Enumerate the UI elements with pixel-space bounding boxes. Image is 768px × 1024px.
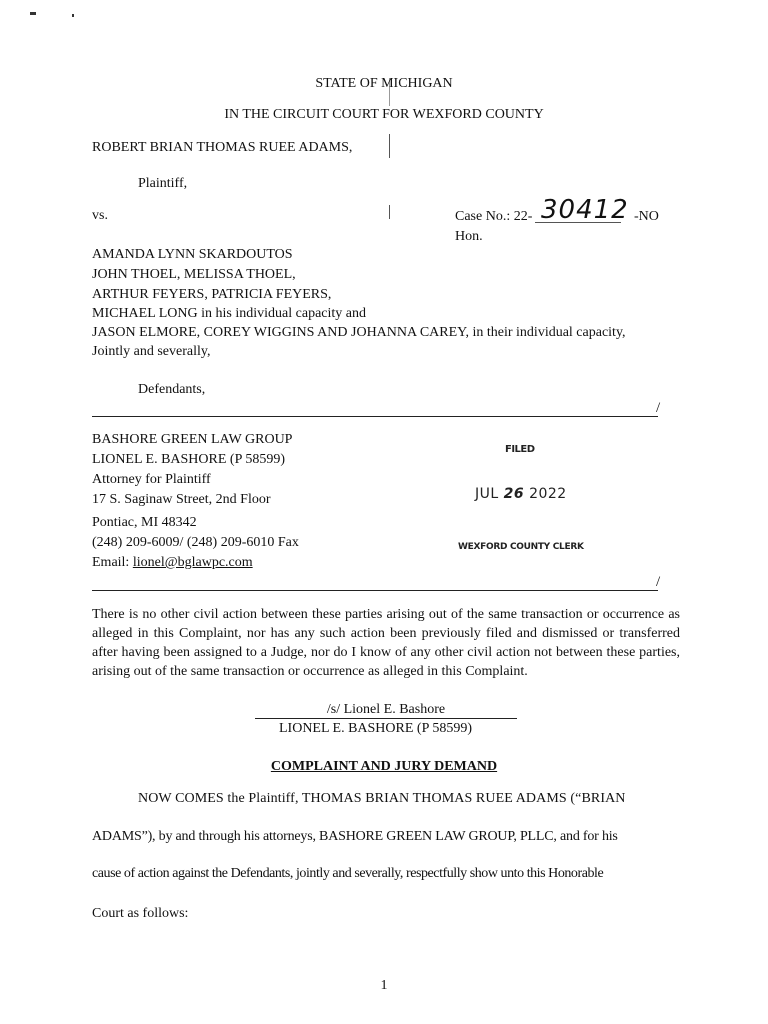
- case-number-blank: [535, 222, 621, 223]
- page-number: 1: [380, 978, 388, 993]
- scan-speck: [72, 14, 74, 17]
- case-number-label: Case No.: 22-: [455, 209, 533, 224]
- defendant-line: JASON ELMORE, COREY WIGGINS AND JOHANNA CAREY, in their individual capacity,: [92, 325, 626, 340]
- attorney-divider: [92, 590, 658, 591]
- filed-stamp-day: 26: [503, 486, 525, 502]
- certification-statement: There is no other civil action between these parties arising out of the same transaction or occurrence as alleged in this Complaint, nor has any such action been previously filed and dismissed or transferred after having been assigned to a Judge, nor do I know of any other civil action not between these parties, arising out of the same transaction or occurrence as alleged in this Complaint.: [92, 607, 680, 679]
- signer-name: LIONEL E. BASHORE (P 58599): [279, 721, 473, 736]
- body-line: cause of action against the Defendants, jointly and severally, respectfully show unto this Honorable: [92, 866, 604, 881]
- caption-divider: [92, 416, 658, 417]
- signature-text: /s/ Lionel E. Bashore: [326, 702, 446, 717]
- defendant-line: JOHN THOEL, MELISSA THOEL,: [92, 267, 296, 282]
- filed-stamp-month: JUL: [475, 486, 504, 502]
- attorney-email-label: Email:: [92, 555, 130, 570]
- body-line: NOW COMES the Plaintiff, THOMAS BRIAN THOMAS RUEE ADAMS (“BRIAN: [138, 791, 626, 806]
- defendant-line: MICHAEL LONG in his individual capacity and: [92, 306, 366, 321]
- attorney-address-line1: 17 S. Saginaw Street, 2nd Floor: [92, 492, 271, 507]
- case-number-suffix: -NO: [634, 209, 659, 224]
- signature-line: [255, 702, 517, 719]
- attorney-phone: (248) 209-6009/ (248) 209-6010 Fax: [92, 535, 299, 550]
- defendant-line: Jointly and severally,: [92, 344, 211, 359]
- attorney-address-line2: Pontiac, MI 48342: [92, 515, 197, 530]
- attorney-role: Attorney for Plaintiff: [92, 472, 211, 487]
- court-heading: IN THE CIRCUIT COURT FOR WEXFORD COUNTY: [224, 107, 544, 122]
- filed-stamp-date: [475, 486, 567, 502]
- defendant-line: AMANDA LYNN SKARDOUTOS: [92, 247, 293, 262]
- case-number-handwritten: 30412: [541, 195, 629, 225]
- attorney-email-row: [92, 555, 253, 571]
- plaintiff-name: ROBERT BRIAN THOMAS RUEE ADAMS,: [92, 140, 353, 155]
- judge-label: Hon.: [455, 229, 483, 244]
- scan-mark: [389, 205, 390, 219]
- body-line: Court as follows:: [92, 906, 189, 921]
- scan-mark: [389, 134, 390, 158]
- scan-speck: [30, 12, 36, 15]
- filed-stamp-year: 2022: [524, 486, 567, 502]
- attorney-firm: BASHORE GREEN LAW GROUP: [92, 432, 293, 447]
- filed-stamp-label: FILED: [505, 444, 535, 455]
- complaint-heading: COMPLAINT AND JURY DEMAND: [270, 759, 498, 774]
- attorney-name: LIONEL E. BASHORE (P 58599): [92, 452, 286, 467]
- filed-stamp-clerk: WEXFORD COUNTY CLERK: [458, 542, 584, 552]
- state-heading: STATE OF MICHIGAN: [315, 76, 453, 91]
- versus-label: vs.: [92, 208, 108, 223]
- defendant-role: Defendants,: [138, 382, 206, 397]
- defendant-line: ARTHUR FEYERS, PATRICIA FEYERS,: [92, 287, 332, 302]
- attorney-email-link[interactable]: lionel@bglawpc.com: [132, 555, 253, 570]
- divider-slash: /: [656, 574, 661, 590]
- divider-slash: /: [656, 400, 661, 416]
- body-line: ADAMS”), by and through his attorneys, BASHORE GREEN LAW GROUP, PLLC, and for his: [92, 829, 618, 844]
- plaintiff-role: Plaintiff,: [138, 176, 188, 191]
